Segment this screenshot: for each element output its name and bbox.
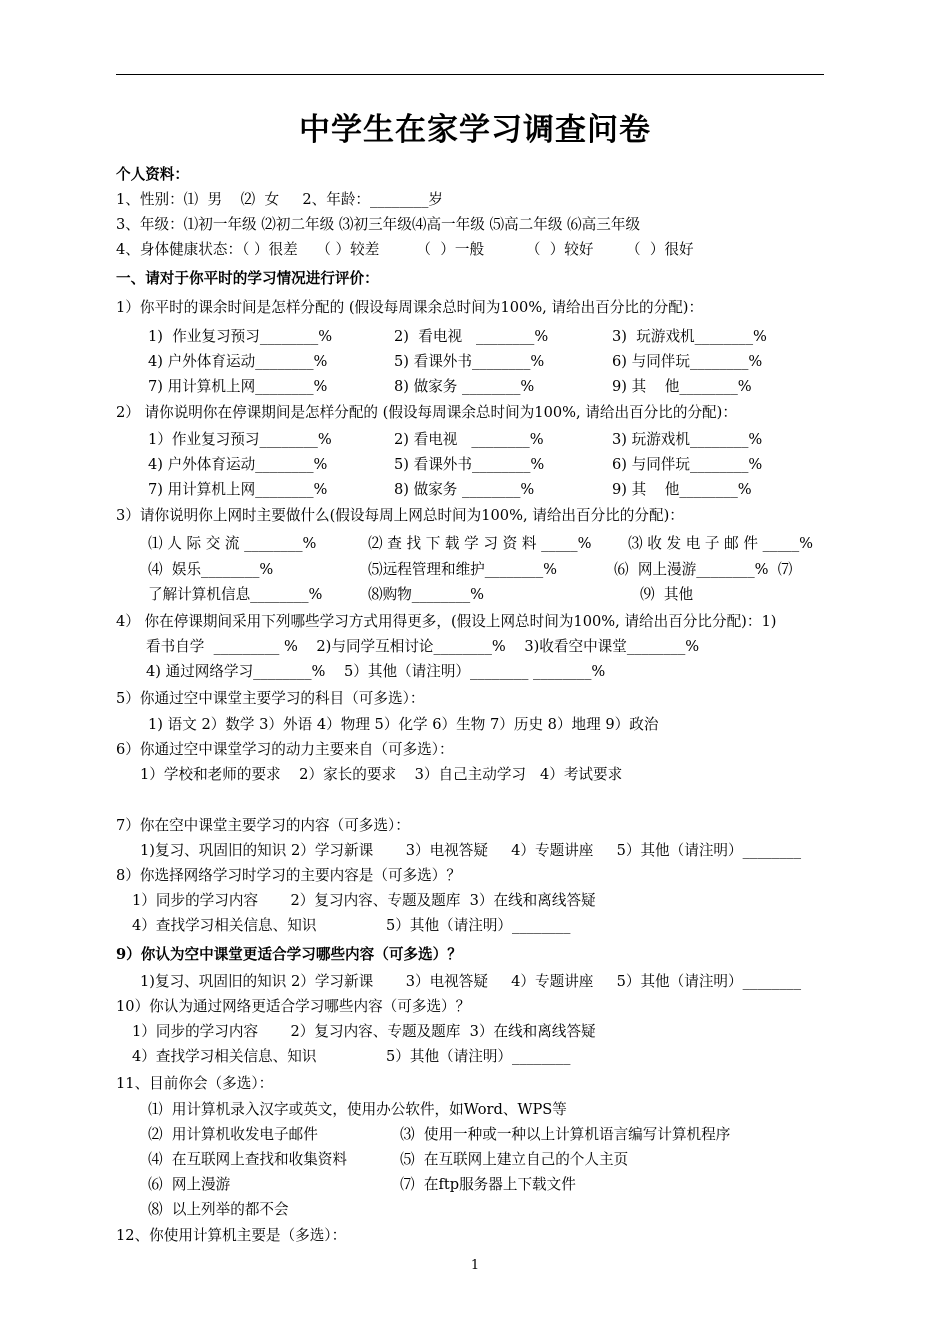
- page-title: 中学生在家学习调查问卷: [299, 112, 651, 148]
- text-line: 1) 作业复习预习________%: [148, 328, 333, 345]
- text-line: 8）你选择网络学习时学习的主要内容是（可多选）？: [116, 867, 461, 884]
- text-line: 5) 看课外书________%: [394, 353, 545, 370]
- text-line: 3) 玩游戏机________%: [612, 431, 763, 448]
- text-line: 9) 其 他________%: [612, 378, 752, 395]
- text-line: 7）你在空中课堂主要学习的内容（可多选）：: [116, 817, 410, 834]
- text-line: 7) 用计算机上网________%: [148, 481, 328, 498]
- text-line: 1）你平时的课余时间是怎样分配的 (假设每周课余总时间为100%, 请给出百分比的分配)：: [116, 299, 704, 316]
- text-line: 4）查找学习相关信息、知识 5）其他（请注明）________: [132, 1048, 571, 1065]
- text-line: 个人资料：: [116, 166, 189, 183]
- text-line: 8) 做家务 ________%: [394, 481, 535, 498]
- text-line: ⑸ 在互联网上建立自己的个人主页: [400, 1151, 629, 1168]
- text-line: 4) 户外体育运动________%: [148, 353, 328, 370]
- text-line: 了解计算机信息________%: [148, 586, 323, 603]
- text-line: 7) 用计算机上网________%: [148, 378, 328, 395]
- text-line: 4) 户外体育运动________%: [148, 456, 328, 473]
- text-line: ⑶ 使用一种或一种以上计算机语言编写计算机程序: [400, 1126, 731, 1143]
- text-line: ⑻ 以上列举的都不会: [148, 1201, 289, 1218]
- text-line: 2) 看电视 ________%: [394, 328, 549, 345]
- text-line: 2） 请你说明你在停课期间是怎样分配的 (假设每周课余总时间为100%, 请给出百分比的分配)：: [116, 404, 737, 421]
- header-rule: [116, 74, 824, 75]
- text-line: 6) 与同伴玩________%: [612, 353, 763, 370]
- text-line: 3、年级：⑴初一年级 ⑵初二年级 ⑶初三年级⑷高一年级 ⑸高二年级 ⑹高三年级: [116, 216, 641, 233]
- text-line: 3) 玩游戏机________%: [612, 328, 767, 345]
- text-line: 4） 你在停课期间采用下列哪些学习方式用得更多，(假设上网总时间为100%, 请给出百分比分配)：1): [116, 613, 777, 630]
- text-line: 1）作业复习预习________%: [148, 431, 332, 448]
- text-line: 10）你认为通过网络更适合学习哪些内容（可多选）？: [116, 998, 471, 1015]
- text-line: 6）你通过空中课堂学习的动力主要来自（可多选）：: [116, 741, 454, 758]
- text-line: 6) 与同伴玩________%: [612, 456, 763, 473]
- page-number: 1: [470, 1258, 480, 1273]
- text-line: ⑵ 用计算机收发电子邮件: [148, 1126, 318, 1143]
- text-line: ⑺ 在ftp服务器上下载文件: [400, 1176, 576, 1193]
- text-line: ⑸远程管理和维护________%: [368, 561, 557, 578]
- text-line: ⑶ 收 发 电 子 邮 件 _____%: [628, 535, 813, 552]
- text-line: 9) 其 他________%: [612, 481, 752, 498]
- text-line: 9）你认为空中课堂更适合学习哪些内容（可多选）？: [116, 946, 462, 963]
- text-line: ⑴ 人 际 交 流 ________%: [148, 535, 317, 552]
- text-line: 5）你通过空中课堂主要学习的科目（可多选）：: [116, 690, 425, 707]
- text-line: 1）学校和老师的要求 2）家长的要求 3）自己主动学习 4）考试要求: [140, 766, 623, 783]
- text-line: ⑷ 娱乐________%: [148, 561, 274, 578]
- text-line: 11、目前你会（多选）：: [116, 1075, 274, 1092]
- text-line: 看书自学 _________ % 2)与同学互相讨论________% 3)收看空中课堂________%: [146, 638, 700, 655]
- text-line: 1)复习、巩固旧的知识 2）学习新课 3）电视答疑 4）专题讲座 5）其他（请注明）________: [140, 842, 801, 859]
- text-line: 1）同步的学习内容 2）复习内容、专题及题库 3）在线和离线答疑: [132, 892, 596, 909]
- text-line: 1、性别：⑴ 男 ⑵ 女 2、年龄：________岁: [116, 191, 443, 208]
- text-line: 4、身体健康状态：（ ）很差 （ ）较差 （ ）一般 （ ）较好 （ ）很好: [116, 241, 694, 258]
- text-line: ⑷ 在互联网上查找和收集资料: [148, 1151, 347, 1168]
- text-line: 12、你使用计算机主要是（多选）：: [116, 1227, 347, 1244]
- text-line: 1）同步的学习内容 2）复习内容、专题及题库 3）在线和离线答疑: [132, 1023, 596, 1040]
- text-line: 4) 通过网络学习________% 5）其他（请注明）________ ________%: [146, 663, 606, 680]
- text-line: 5) 看课外书________%: [394, 456, 545, 473]
- text-line: 2) 看电视 ________%: [394, 431, 544, 448]
- text-line: ⑴ 用计算机录入汉字或英文，使用办公软件，如Word、WPS等: [148, 1101, 567, 1118]
- text-line: ⑹ 网上漫游________% ⑺: [614, 561, 793, 578]
- text-line: 8) 做家务 ________%: [394, 378, 535, 395]
- text-line: 一、请对于你平时的学习情况进行评价：: [116, 270, 379, 287]
- text-line: 4）查找学习相关信息、知识 5）其他（请注明）________: [132, 917, 571, 934]
- text-line: ⑻购物________%: [368, 586, 485, 603]
- text-line: ⑹ 网上漫游: [148, 1176, 231, 1193]
- text-line: 1) 语文 2）数学 3）外语 4）物理 5）化学 6）生物 7）历史 8）地理 9）政治: [148, 716, 659, 733]
- text-line: ⑼ 其他: [640, 586, 694, 603]
- text-line: 3）请你说明你上网时主要做什么(假设每周上网总时间为100%, 请给出百分比的分配)：: [116, 507, 684, 524]
- text-line: ⑵ 查 找 下 载 学 习 资 料 _____%: [368, 535, 592, 552]
- text-line: 1)复习、巩固旧的知识 2）学习新课 3）电视答疑 4）专题讲座 5）其他（请注明）________: [140, 973, 801, 990]
